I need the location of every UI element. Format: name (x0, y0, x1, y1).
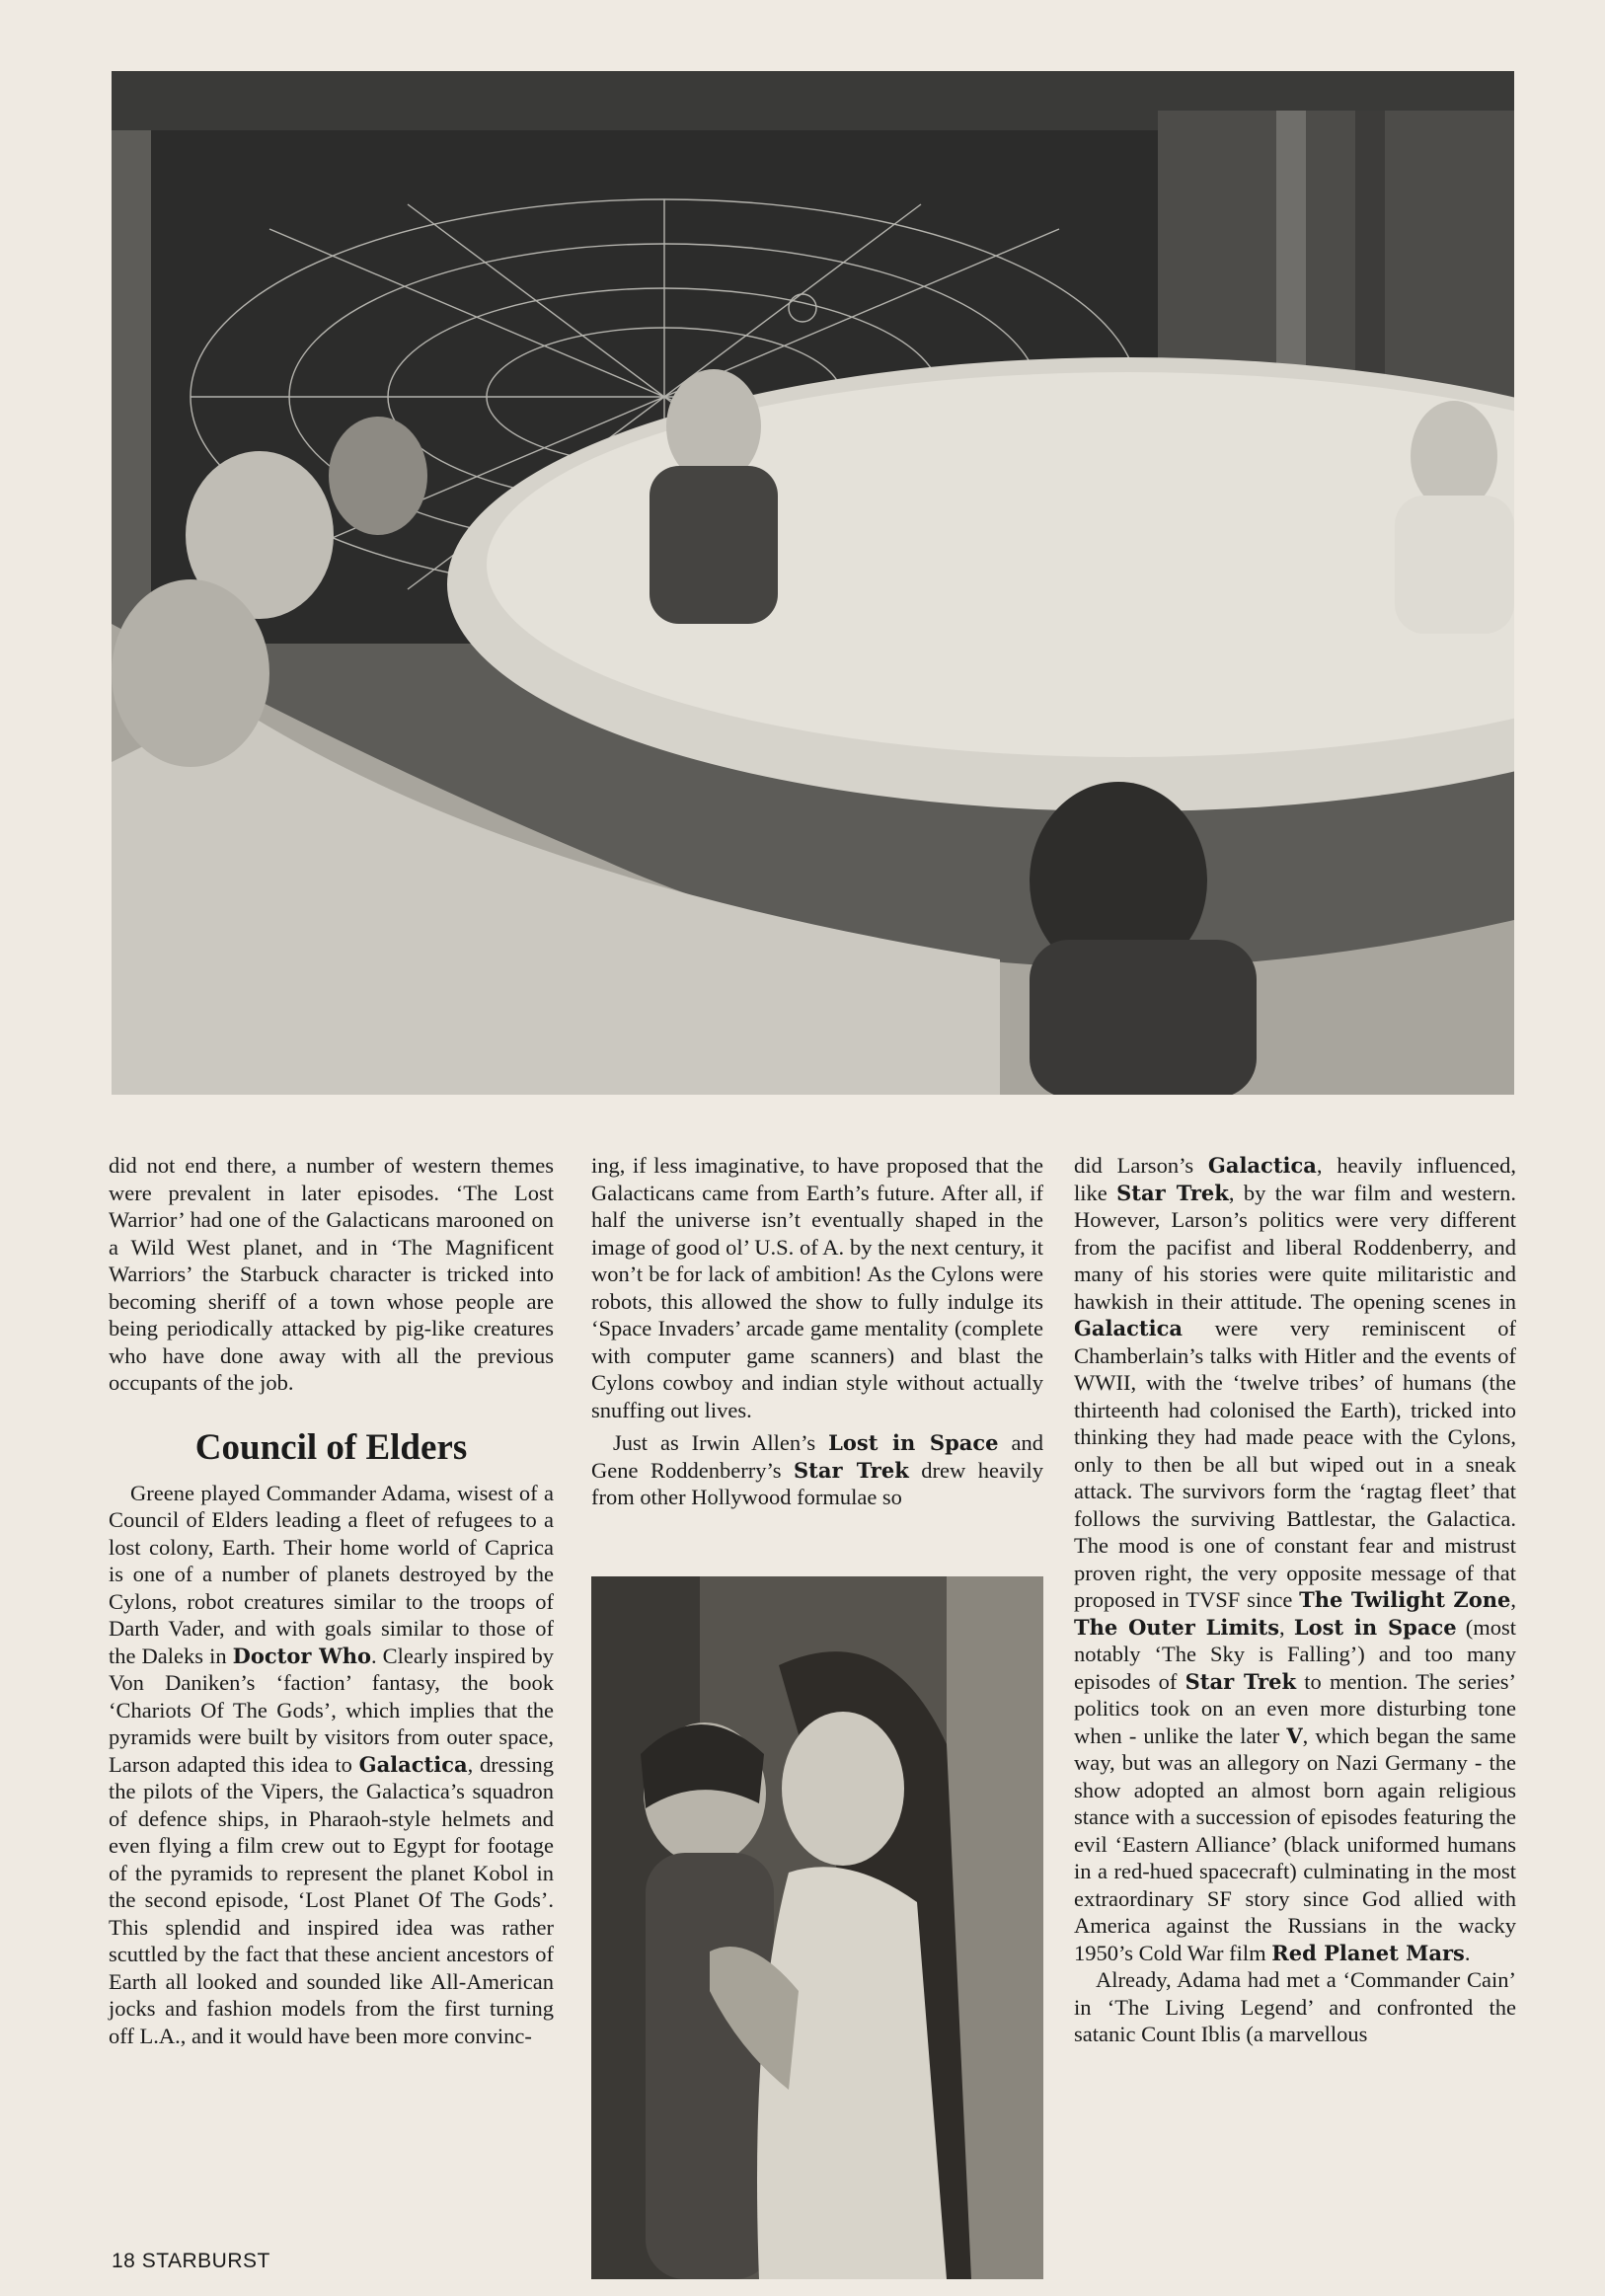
paragraph: did Larson’s Galactica, heavily influenced, like Star Trek, by the war film and western. However, Larson’s politics were very different from the pacifist and liberal Roddenberry, and many of his stories were quite militaristic and hawkish in their attitude. The opening scenes in Galactica were very reminiscent of Chamberlain’s talks with Hitler and the events of WWII, with the ‘twelve tribes’ of humans (the thirteenth had colonised the Earth), tricked into thinking they had made peace with the Cylons, only to then be all but wiped out in a sneak attack. The survivors form the ‘ragtag fleet’ that follows the surviving Battlestar, the Galactica. The mood is one of constant fear and mistrust proven right, the very opposite message of that proposed in TVSF since The Twilight Zone, The Outer Limits, Lost in Space (most notably ‘The Sky is Falling’) and too many episodes of Star Trek to mention. The series’ politics took on an even more disturbing tone when - unlike the later V, which began the same way, but was an allegory on Nazi Germany - the show adopted an almost born again religious stance with a succession of episodes featuring the evil ‘Eastern Alliance’ (black uniformed humans in a red-hued spacecraft) culminating in the most extraordinary SF story since God allied with America against the Russians in the wacky 1950’s Cold War film Red Planet Mars. (1074, 1153, 1517, 1965)
council-chamber-photo (112, 71, 1514, 1095)
bold-title: Star Trek (793, 1457, 909, 1483)
bold-title: The Twilight Zone (1299, 1587, 1511, 1612)
text-column-2 (591, 1152, 1043, 1511)
text-column-3 (1074, 1152, 1516, 2048)
paragraph: Already, Adama had met a ‘Commander Cain’ in ‘The Living Legend’ and confronted the satanic Count Iblis (a marvellous (1074, 1967, 1516, 2046)
bold-title: The Outer Limits (1074, 1614, 1280, 1640)
portrait-photo (591, 1576, 1043, 2279)
bold-title: Lost in Space (828, 1430, 999, 1455)
bold-title: Galactica (1207, 1153, 1317, 1178)
bold-title: Galactica (358, 1751, 468, 1777)
bold-title: Star Trek (1185, 1668, 1297, 1694)
bold-title: V (1286, 1722, 1303, 1748)
section-heading: Council of Elders (194, 1426, 468, 1468)
paragraph: did not end there, a number of western themes were prevalent in later episodes. ‘The Lost Warrior’ had one of the Galacticans marooned on a Wild West planet, and in ‘The Magnificent Warriors’ the Starbuck character is tricked into becoming sheriff of a town whose people are being periodically attacked by pig-like creatures who have done away with all the previous occupants of the job. (109, 1153, 554, 1395)
bold-title: Lost in Space (1293, 1614, 1457, 1640)
paragraph: Greene played Commander Adama, wisest of a Council of Elders leading a fleet of refugees to a lost colony, Earth. Their home world of Caprica is one of a number of planets destroyed by the Cylons, robot creatures similar to the troops of Darth Vader, and with goals similar to those of the Daleks in Doctor Who. Clearly inspired by Von Daniken’s ‘faction’ fantasy, the book ‘Chariots Of The Gods’, which implies that the pyramids were built by visitors from outer space, Larson adapted this idea to Galactica, dressing the pilots of the Vipers, the Galactica’s squadron of defence ships, in Pharaoh-style helmets and even flying a film crew out to Egypt for footage of the pyramids to represent the planet Kobol in the second episode, ‘Lost Planet Of The Gods’. This splendid and inspired idea was rather scuttled by the fact that these ancient ancestors of Earth all looked and sounded like All-American jocks and fashion models from the first turning off L.A., and it would have been more convinc- (109, 1480, 554, 2048)
bold-title: Star Trek (1116, 1180, 1229, 1205)
bold-title: Galactica (1074, 1316, 1183, 1340)
paragraph: ing, if less imaginative, to have proposed that the Galacticans came from Earth’s future. After all, if half the universe isn’t eventually shaped in the image of good ol’ U.S. of A. by the next century, it won’t be for lack of ambition! As the Cylons were robots, this allowed the show to fully indulge its ‘Space Invaders’ arcade game mentality (complete with computer game scanners) and blast the Cylons cowboy and indian style without actually snuffing out lives. (591, 1153, 1043, 1422)
text-column-1 (109, 1152, 554, 2049)
bold-title: Red Planet Mars (1271, 1940, 1465, 1965)
paragraph: Just as Irwin Allen’s Lost in Space and Gene Roddenberry’s Star Trek drew heavily from other Hollywood formulae so (591, 1430, 1043, 1509)
bold-title: Doctor Who (232, 1643, 371, 1668)
page-folio: 18 STARBURST (112, 2250, 270, 2272)
